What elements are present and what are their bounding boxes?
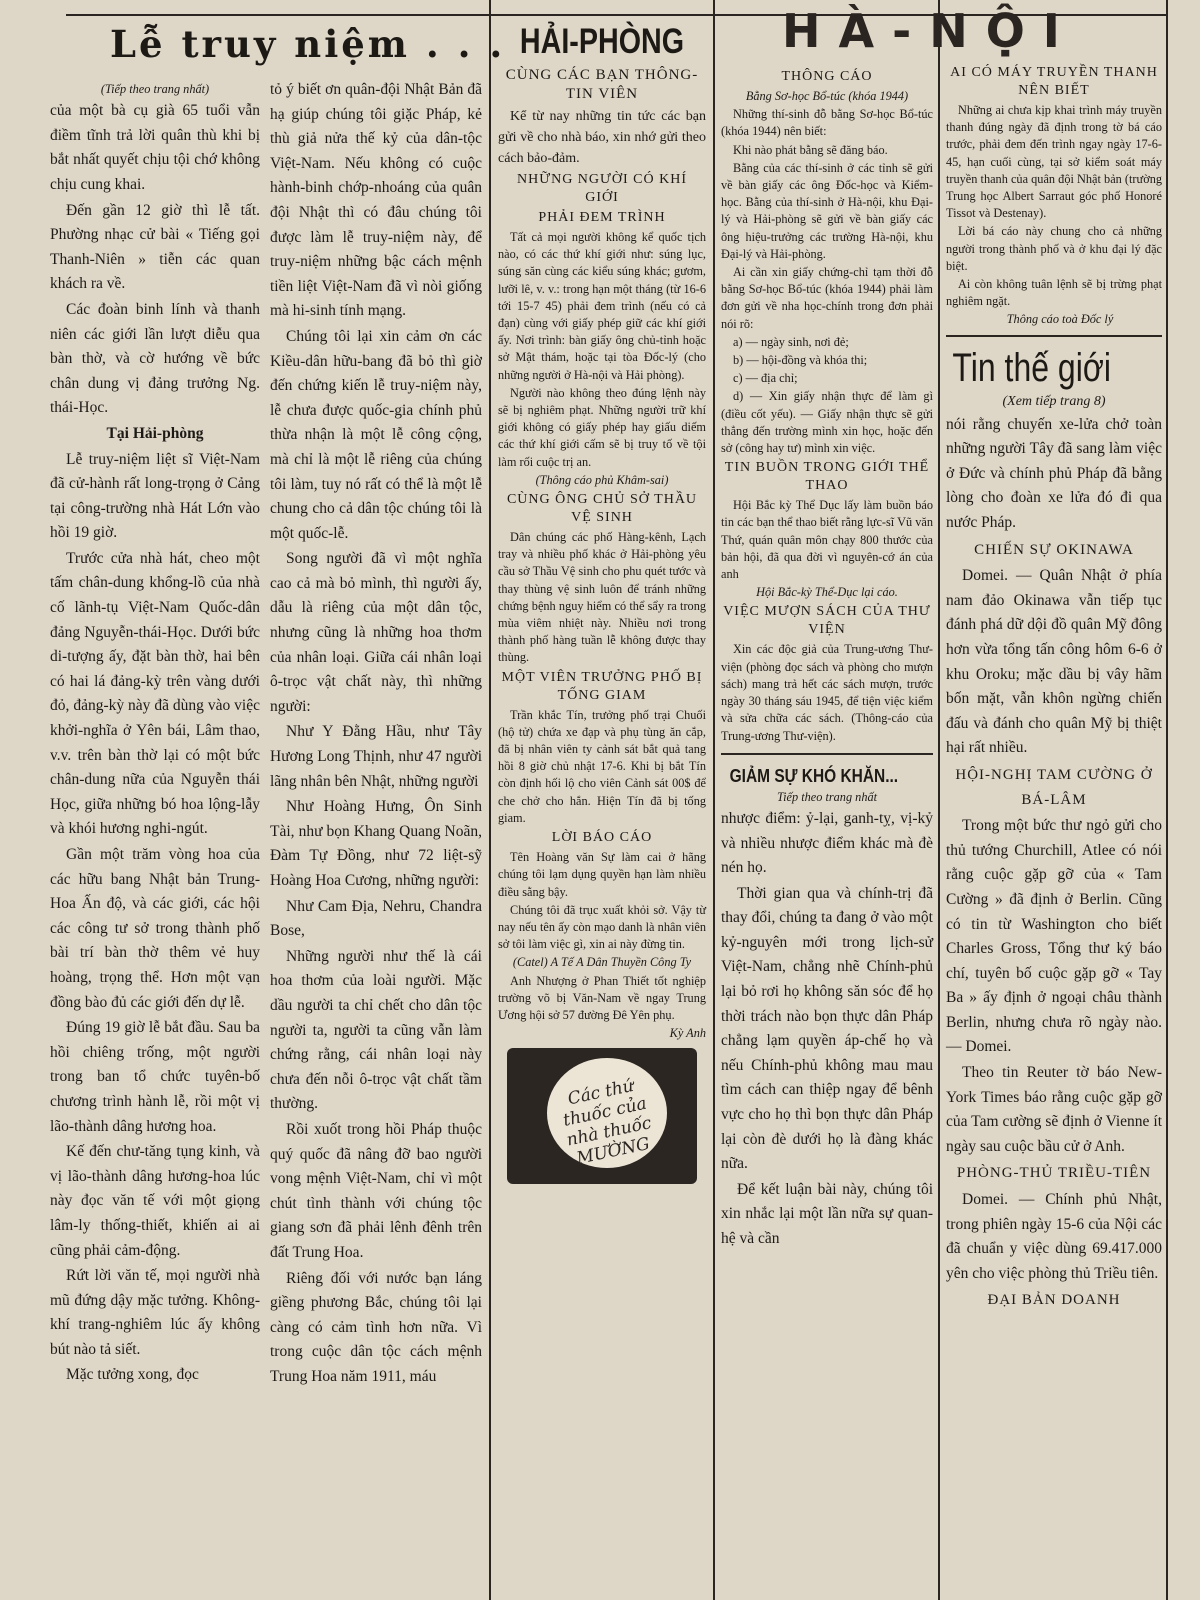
paragraph: Lời bá cáo này chung cho cả những người trong thành phố và ở khu đại lý đặc biệt. <box>946 224 1162 273</box>
column-rule <box>713 0 715 1600</box>
tin-the-gioi-title: Tin thế giới <box>952 345 1111 390</box>
section-subtitle: Bằng Sơ-học Bổ-túc (khóa 1944) <box>745 89 909 103</box>
paragraph: tỏ ý biết ơn quân-đội Nhật Bản đã hạ giúp chúng tôi giặc Pháp, kẻ thù giả nửa thế kỷ của dân-tộc Việt-Nam. Nếu không có cuộc hành-binh chớp-nhoáng của quân đội Nhật thì có đâu chúng tôi được làm lễ truy-niệm này, để truy-niệm những bậc cách mệnh tiền liệt Việt-Nam đã vì nòi giống mà hi-sinh tính mạng. <box>270 81 482 320</box>
paragraph: Ai còn không tuân lệnh sẽ bị trừng phạt nghiêm ngặt. <box>946 277 1162 309</box>
paragraph: Thời gian qua và chính-trị đã thay đổi, chúng ta đang ở vào một kỷ-nguyên mới trong lịch-sử Việt-Nam, chẳng nhẽ Chính-phủ lại bỏ rơi họ không săn sóc để họ thời trách nào bọn thực dân Pháp chẳng lạm quyền áp-chế họ và nếu Chính-phủ không mau mau tìm cách can thiệp ngay để bênh vực cho họ thì bọn thực dân Pháp lại còn đè dưới họ là đàng khác nữa. <box>721 884 933 1173</box>
paragraph: Rứt lời văn tế, mọi người nhà mũ đứng dậy mặc tưởng. Không-khí trang-nghiêm lúc ấy không bút nào tả siết. <box>50 1267 260 1358</box>
column-3 <box>498 18 706 1600</box>
paragraph: Trần khắc Tín, trưởng phố trại Chuối (hộ tử) chứa xe đạp và phụ tùng ăn cắp, đã bị nhân viên ty cảnh sát bắt quả tang hồi 8 giờ chủ nhật 17-6. Khi bị bắt Tín còn định hối lộ cho viên Cảnh sát 00$ để che chở cho hắn. Hiện Tín đã bị tống giam. <box>498 707 706 825</box>
continued-note: (Xem tiếp trang 8) <box>1002 393 1106 409</box>
paragraph: Đúng 19 giờ lễ bắt đầu. Sau ba hồi chiêng trống, một người trong ban tổ chức tuyên-bố chương trình hành lễ, rồi một vị lão-thành dâng hương hoa. <box>50 1019 260 1135</box>
signature: Thông cáo toà Đốc lý <box>1006 312 1114 327</box>
paragraph: Tất cả mọi người không kể quốc tịch nào, có các thứ khí giới như: súng lục, súng săn cùng các kiểu súng khác; gươm, lưỡi lê, v. v.: trong hạn một tháng (từ 16-6 tới 15-7 45) phải đem trình (nếu có cả đạn) cùng với giấy phép giữ các khí giới ấy. Nơi trình: bàn giấy ông chủ-tỉnh hoặc sở Mật thám, hoặc tại tòa Đốc-lý (cho những người ở Hà-nội và Hải phòng). <box>498 230 706 382</box>
paragraph: nói rằng chuyến xe-lửa chở toàn những người Tây đã sang làm việc ở Đức và chính phủ Pháp đã bằng lòng cho đoàn xe lửa đó đi qua nước Pháp. <box>946 415 1162 532</box>
list-item: c) — địa chỉ; <box>733 371 798 386</box>
paragraph: nhược điểm: ỷ-lại, ganh-tỵ, vị-kỷ và nhiều nhược điểm khác mà đè nén họ. <box>721 809 933 877</box>
paragraph: Song người đã vì một nghĩa cao cả mà bỏ mình, thì người ấy, dẫu là riêng của một dân tộc, nhưng cũng là những hoa thơm của nhân loại. Giữa cái nhân loại ô-trọc vật chất này, thì những người: <box>270 550 482 715</box>
paragraph: Tên Hoàng văn Sự làm cai ở hãng chúng tôi lạm dụng quyền hạn làm nhiều điều sằng bậy. <box>498 850 706 899</box>
section-divider <box>721 753 933 755</box>
section-title: PHÒNG-THỦ TRIỀU-TIÊN <box>956 1165 1152 1182</box>
paragraph: Lễ truy-niệm liệt sĩ Việt-Nam đã cử-hành rất long-trọng ở Cảng tại công-trường nhà Hát Lớn vào hồi 19 giờ. <box>50 450 260 542</box>
column-rule <box>489 0 491 1600</box>
section-title: HỘI-NGHỊ TAM CƯỜNG Ở BÁ-LÂM <box>955 766 1153 808</box>
paragraph: Trước cửa nhà hát, cheo một tấm chân-dung khổng-lồ của nhà cố lãnh-tụ Việt-Nam Quốc-dân đảng Nguyễn-thái-Học. Dưới bức di-tượng ấy, đặt bàn thờ, hai bên có hai lá đảng-kỳ trên vàng dưới đỏ, đảng-kỳ này đã dùng vào việc khởi-nghĩa ở Yên bái, Lâm thao, v.v. trên bàn thờ lại có một bức chân-dung nữa của Nguyễn thái Học, giữa những bó hoa lộng-lẫy và khói hương nghi-ngút. <box>50 549 260 838</box>
paragraph: Bằng của các thí-sinh ở các tỉnh sẽ gửi về bàn giấy các ông Đốc-học và Kiểm-học. Bằng của thí-sinh ở Hà-nội, khu Đại-lý và Hải-phòng sẽ gửi về bàn giấy các ông hiệu-trưởng các trường Hà-nội, khu Đại-lý và Hải-phòng. <box>721 160 933 261</box>
section-header: HẢI-PHÒNG <box>519 22 685 61</box>
paragraph: Mặc tưởng xong, đọc <box>66 1366 199 1384</box>
continued-note: (Tiếp theo trang nhất) <box>100 82 210 96</box>
column-4 <box>721 66 933 1600</box>
column-5 <box>946 62 1162 1600</box>
paragraph: Chúng tôi lại xin cảm ơn các Kiều-dân hữu-bang đã bỏ thì giờ đến chứng kiến lễ truy-niệm này, lễ chưa được quốc-gia chính phủ thừa nhận là một lễ công cộng, mà chỉ là một lễ riêng của chúng tôi làm, tuy nó rất có thể là một lễ chung cho cả dân tộc chúng tôi là một quốc-lễ. <box>270 327 482 542</box>
paragraph: Các đoàn binh lính và thanh niên các giới lần lượt diễu qua bàn thờ, và cờ hướng về bức chân dung vị đảng trưởng Ng. thái-Học. <box>50 300 260 417</box>
section-title: MỘT VIÊN TRƯỞNG PHỐ BỊ TỐNG GIAM <box>501 669 703 703</box>
section-title: NHỮNG NGƯỜI CÓ KHÍ GIỚI <box>517 172 687 205</box>
paragraph: Gần một trăm vòng hoa của các hữu bang Nhật bản Trung-Hoa Ấn độ, và các giới, các hội các công tư sở trong thành phố bài trí bàn thờ thêm vẻ huy hoàng, trọng thể. Hơn một vạn đồng bào đủ các giới đến dự lễ. <box>50 846 260 1011</box>
column-2 <box>270 78 482 1600</box>
paragraph: Kế đến chư-tăng tụng kinh, và vị lão-thành dâng hương-hoa lúc này đọc văn tế với một giọng lâm-ly thống-thiết, khiến ai ai cũng phải cảm-động. <box>50 1143 260 1259</box>
paragraph: Riêng đối với nước bạn láng giềng phương Bắc, chúng tôi lại càng có cảm tình hơn nữa. Vì trong cuộc dân tộc cách mệnh Trung Hoa năm 1911, máu <box>270 1269 482 1385</box>
list-item: a) — ngày sinh, nơi đẻ; <box>733 334 849 349</box>
paragraph: Như Y Đằng Hầu, như Tây Hương Long Thịnh, như 47 người lãng nhân bên Nhật, những người <box>270 723 482 790</box>
section-title: THÔNG CÁO <box>781 69 873 84</box>
section-title: CÙNG CÁC BẠN THÔNG-TIN VIÊN <box>505 67 699 102</box>
paragraph: Những ai chưa kịp khai trình máy truyền thanh đúng ngày đã định trong tờ bá cáo trước, phải đem đến trình ngay ngày 17-6-45, hạn cuối cùng, tại sở kiểm soát máy truyền thanh của quân đội Nhật bản (trường Trung học Albert Sarraut góc phố Honoré Tissot và Destenay). <box>946 103 1162 221</box>
section-title: CHIẾN SỰ OKINAWA <box>974 541 1134 558</box>
paragraph: Domei. — Chính phủ Nhật, trong phiên ngày 15-6 của Nội các đã chuẩn y việc dùng 69.417.000 yên cho việc phòng thủ Triều tiên. <box>946 1191 1162 1282</box>
section-title: ĐẠI BẢN DOANH <box>987 1292 1121 1309</box>
signature: Kỳ Anh <box>669 1026 706 1041</box>
signature: (Catel) A Tế A Dân Thuyền Công Ty <box>512 955 692 970</box>
paragraph: Những người như thế là cái hoa thơm của loài người. Mặc dầu người ta chỉ chết cho dân tộc người ta, người ta cũng vẫn làm chứng rằng, cái nhân loại này chưa đến nỗi ô-trọc vật chất tầm thường. <box>270 947 482 1113</box>
signature: Hội Bắc-kỳ Thể-Dục lại cáo. <box>756 585 898 600</box>
ad-text: Các thứ thuốc của nhà thuốc MƯỜNG <box>561 1076 654 1170</box>
section-title: LỜI BÁO CÁO <box>551 830 653 846</box>
list-item: b) — hội-đồng và khóa thi; <box>733 353 868 368</box>
paragraph: Rồi xuốt trong hồi Pháp thuộc quý quốc đã nâng đỡ bao người vong mệnh Việt-Nam, chỉ vì một chút tình thành với chúng tộc giang sơn đã phải lênh đênh trên đất Trung Hoa. <box>270 1120 482 1261</box>
paragraph: Những thí-sinh đỗ bằng Sơ-học Bổ-túc (khóa 1944) nên biết: <box>721 107 933 139</box>
paragraph: Người nào không theo đúng lệnh này sẽ bị nghiêm phạt. Những người trữ khí giới không có giấy phép hay giấu diếm các thứ khí giới cấm sẽ bị truy tố về tội làm rối cuộc trị an. <box>498 385 706 469</box>
column-rule <box>938 0 940 1600</box>
continued-note: Tiếp theo trang nhất <box>776 789 878 804</box>
paragraph: Hội Bắc kỳ Thể Dục lấy làm buồn báo tin các bạn thể thao biết rằng lực-sĩ Vũ văn Thứ, quán quân môn chạy 800 thước của bản hội, đã qua đời vì nguyên-cớ án của anh <box>721 498 933 582</box>
section-title: AI CÓ MÁY TRUYỀN THANH NÊN BIẾT <box>950 65 1158 98</box>
paragraph: Đến gần 12 giờ thì lễ tất. Phường nhạc cử bài « Tiếng gọi Thanh-Niên » tiễn các quan khách ra về. <box>50 201 260 293</box>
paragraph: của một bà cụ già 65 tuổi vẫn điềm tĩnh trả lời quân thù khi bị bắt nhất quyết chịu tội chớ không chịu cung khai. <box>50 102 260 193</box>
subheading: Tại Hải-phòng <box>106 424 204 442</box>
paragraph: Như Cam Địa, Nehru, Chandra Bose, <box>270 897 482 940</box>
section-subtitle: PHẢI ĐEM TRÌNH <box>538 210 666 225</box>
paragraph: Ai cần xin giấy chứng-chỉ tạm thời đỗ bằng Sơ-học Bổ-túc (khóa 1944) phải làm đơn gửi về nha học-chính trong đơn phải nói rõ: <box>721 265 933 331</box>
section-divider <box>946 335 1162 337</box>
signature: (Thông cáo phủ Khâm-sai) <box>535 472 669 487</box>
paragraph: Kể từ nay những tin tức các bạn gửi về cho nhà báo, xin nhớ gửi theo cách bảo-đảm. <box>498 109 706 166</box>
section-title: CÙNG ÔNG CHỦ SỞ THẦU VỆ SINH <box>506 492 698 526</box>
paragraph: Anh Nhượng ở Phan Thiết tốt nghiệp trường võ bị Văn-Nam về ngay Trung Ương hội sở 57 đường Đê Yên phụ. <box>498 973 706 1022</box>
paragraph: Domei. — Quân Nhật ở phía nam đảo Okinawa vẫn tiếp tục đánh phá dữ dội đồ quân Mỹ đông hơn vừa tổng tấn công hôm 6-6 ở khu Oroku; mặc dầu bị vây hãm bốn mặt, vẫn khôn ngừng chiến đấu và đánh cho quân Mỹ bị thiệt hại rất nhiều. <box>946 567 1162 757</box>
list-item: d) — Xin giấy nhận thực để làm gì (điều cốt yếu). — Giấy nhận thực sẽ gửi thẳng đến trường mình xin học, hoặc đến sở (công hay tư) mình xin việc. <box>721 389 933 456</box>
paragraph: Để kết luận bài này, chúng tôi xin nhắc lại một lần nữa sự quan-hệ và cần <box>721 1180 933 1247</box>
section-title: GIẢM SỰ KHÓ KHĂN... <box>729 765 899 786</box>
column-rule <box>1166 0 1168 1600</box>
medicine-advertisement <box>507 1048 697 1184</box>
masthead: HÀ-NỘI <box>782 4 1078 58</box>
paragraph: Chúng tôi đã trục xuất khỏi sở. Vậy từ nay nếu tên ấy còn mạo danh là nhân viên sở tôi làm việc gì, xin ai này đừng tin. <box>498 902 706 952</box>
article-title: Lễ truy niệm . . . <box>110 22 506 66</box>
paragraph: Xin các độc giả của Trung-ương Thư-viện (phòng đọc sách và phòng cho mượn sách) mang trả hết các sách mượn, trước ngày 30 tháng sáu 1945, để tiện việc kiểm và sửa chữa các sách. (Thông-cáo của Trung-ương Thư-viện). <box>721 642 933 743</box>
paragraph: Khi nào phát bằng sẽ đăng báo. <box>733 142 888 157</box>
section-title: TIN BUỒN TRONG GIỚI THỂ THAO <box>724 460 930 494</box>
paragraph: Dân chúng các phố Hàng-kênh, Lạch tray và nhiều phố khác ở Hải-phòng yêu cầu sở Thầu Vệ sinh cho phu quét tước và thay thùng vệ sinh luôn để tránh những chứng bệnh nguy hiểm có thể sẩy ra trong mùa viêm nhiệt này. Nhiều nơi trong thành phố hàng tuần lễ không được thay thùng. <box>498 530 706 665</box>
section-title: VIỆC MƯỢN SÁCH CỦA THƯ VIỆN <box>723 604 931 638</box>
paragraph: Trong một bức thư ngỏ gửi cho thủ tướng Churchill, Atlee có nói rằng cuộc gặp gỡ của « Tam Cường » đã định ở Berlin. Cũng có tin từ Washington cho biết Charles Gross, Tổng thư ký báo chí, tuyên bố cuộc gặp gỡ « Tay Ba » ấy định ở ngoại châu thành Berlin, nhưng chưa rõ ngày nào. — Domei. <box>946 817 1162 1056</box>
paragraph: Theo tin Reuter tờ báo New-York Times báo rằng cuộc gặp gỡ của Tam cường sẽ định ở Vienne ít ngày sau cuộc bầu cử ở Anh. <box>946 1064 1162 1155</box>
paragraph: Như Hoàng Hưng, Ôn Sinh Tài, như bọn Khang Quang Noãn, Đàm Tự Đồng, như 72 liệt-sỹ Hoàng Hoa Cương, những người: <box>270 798 482 889</box>
